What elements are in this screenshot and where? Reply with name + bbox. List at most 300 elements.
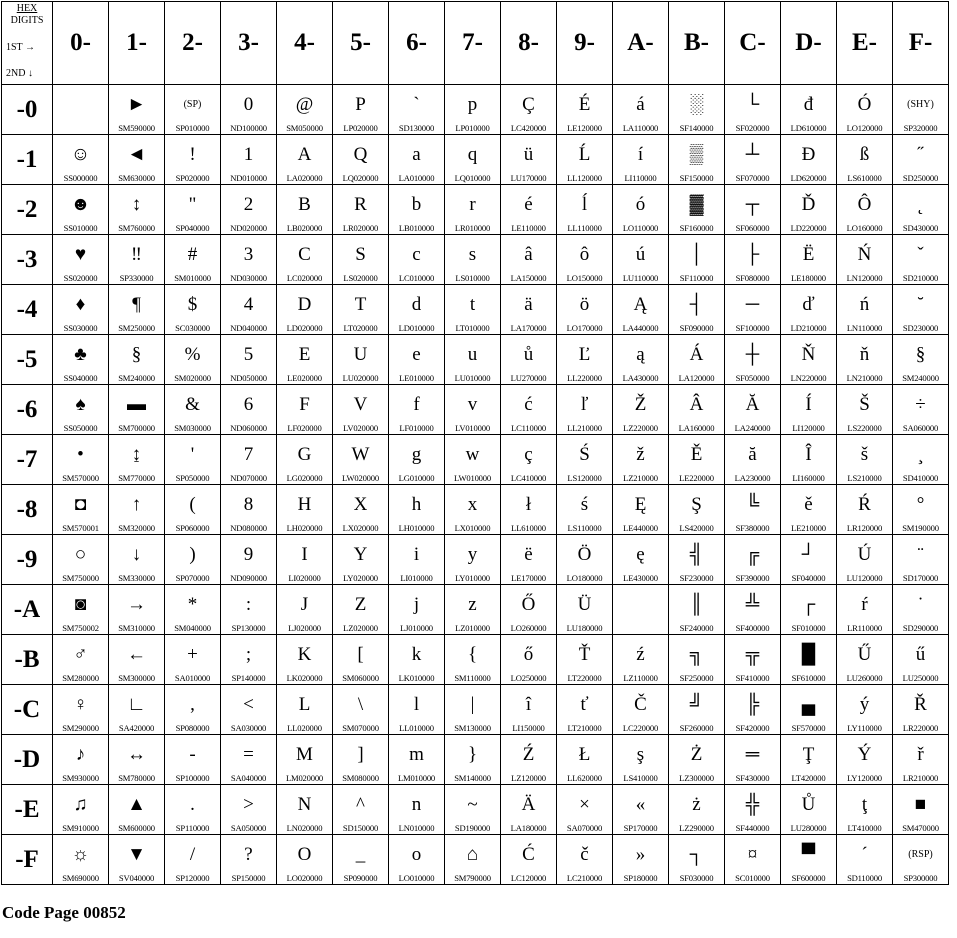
cell-graphic-id: SA010000 (174, 673, 211, 683)
cell-glyph: ┬ (745, 194, 760, 215)
cell-graphic-id: LJ020000 (288, 623, 321, 633)
code-cell (669, 385, 725, 435)
code-cell (221, 635, 277, 685)
cell-glyph: ╬ (745, 794, 760, 815)
cell-glyph: Ź (522, 744, 535, 765)
cell-graphic-id: LU010000 (454, 373, 491, 383)
cell-glyph: ↔ (127, 744, 146, 765)
code-cell (109, 135, 165, 185)
cell-glyph: Ë (802, 244, 815, 265)
cell-graphic-id: SD230000 (902, 323, 939, 333)
cell-glyph: ∟ (127, 694, 146, 715)
cell-glyph: Ŕ (858, 494, 871, 515)
cell-graphic-id: LT420000 (791, 773, 826, 783)
cell-graphic-id: SM030000 (174, 423, 211, 433)
cell-glyph: . (190, 794, 195, 815)
code-cell (781, 635, 837, 685)
cell-graphic-id: SS010000 (63, 223, 98, 233)
code-cell (109, 185, 165, 235)
cell-glyph: Ö (577, 544, 592, 565)
cell-glyph: % (184, 344, 201, 365)
cell-graphic-id: LI110000 (624, 173, 657, 183)
code-cell (333, 635, 389, 685)
cell-graphic-id: SS040000 (63, 373, 98, 383)
cell-graphic-id: LC420000 (510, 123, 547, 133)
cell-graphic-id: LC110000 (511, 423, 546, 433)
cell-graphic-id: ND060000 (230, 423, 267, 433)
row-header: -0 (2, 85, 53, 135)
cell-glyph: ☺ (70, 144, 91, 165)
cell-graphic-id: SD430000 (902, 223, 939, 233)
cell-glyph: S (355, 244, 366, 265)
code-cell (893, 785, 949, 835)
cell-graphic-id: LE010000 (399, 373, 434, 383)
cell-graphic-id: SM240000 (118, 373, 155, 383)
code-cell (669, 485, 725, 535)
cell-glyph: s (468, 244, 477, 265)
code-cell (669, 285, 725, 335)
cell-graphic-id: SP170000 (623, 823, 658, 833)
cell-glyph: ű (915, 644, 926, 665)
cell-glyph: * (187, 594, 198, 615)
cell-glyph: └ (745, 94, 760, 115)
code-cell (725, 535, 781, 585)
code-cell (389, 235, 445, 285)
code-cell (53, 435, 109, 485)
code-cell (501, 785, 557, 835)
cell-glyph: m (409, 744, 424, 765)
code-cell (557, 835, 613, 885)
cell-glyph: ♠ (75, 394, 86, 415)
code-cell (781, 835, 837, 885)
cell-glyph: ⌂ (466, 844, 479, 865)
cell-glyph: < (243, 694, 254, 715)
code-cell (445, 535, 501, 585)
cell-glyph: ▲ (127, 794, 146, 815)
code-cell (333, 785, 389, 835)
code-row (2, 435, 949, 485)
cell-glyph: Ĺ (578, 144, 591, 165)
cell-glyph: ☻ (70, 194, 91, 215)
code-cell (725, 85, 781, 135)
cell-glyph: ň (859, 344, 870, 365)
cell-graphic-id: LY120000 (847, 773, 882, 783)
cell-glyph: ♦ (75, 294, 86, 315)
code-cell (837, 735, 893, 785)
cell-graphic-id: LP020000 (343, 123, 378, 133)
code-cell (725, 785, 781, 835)
code-cell (389, 635, 445, 685)
row-header: -A (2, 585, 53, 635)
cell-glyph: × (579, 794, 590, 815)
cell-glyph: $ (187, 294, 198, 315)
code-cell (165, 485, 221, 535)
cell-graphic-id: SM590000 (118, 123, 155, 133)
cell-glyph: ☼ (71, 844, 90, 865)
cell-graphic-id: SM700000 (118, 423, 155, 433)
code-cell (165, 135, 221, 185)
cell-graphic-id: LS420000 (679, 523, 714, 533)
code-cell (389, 485, 445, 535)
code-cell (165, 385, 221, 435)
code-page-table (1, 1, 949, 885)
cell-graphic-id: SM010000 (174, 273, 211, 283)
code-cell (53, 335, 109, 385)
code-cell (501, 335, 557, 385)
code-cell (501, 235, 557, 285)
cell-graphic-id: ND020000 (230, 223, 267, 233)
cell-glyph: ↓ (131, 544, 142, 565)
row-header: -B (2, 635, 53, 685)
cell-glyph: - (189, 744, 196, 765)
cell-glyph: Ă (745, 394, 760, 415)
cell-glyph: ↕ (131, 194, 142, 215)
cell-graphic-id: SM780000 (118, 773, 155, 783)
cell-graphic-id: ND040000 (230, 323, 267, 333)
code-cell (277, 735, 333, 785)
cell-graphic-id: LA010000 (398, 173, 435, 183)
cell-glyph: ŕ (861, 594, 868, 615)
code-cell (557, 635, 613, 685)
code-cell (165, 835, 221, 885)
cell-glyph: Ű (857, 644, 872, 665)
cell-glyph: ń (859, 294, 870, 315)
code-cell (445, 585, 501, 635)
cell-graphic-id: LR110000 (847, 623, 882, 633)
row-header: -1 (2, 135, 53, 185)
cell-glyph: ß (859, 144, 870, 165)
code-cell (837, 685, 893, 735)
cell-graphic-id: SF230000 (679, 573, 714, 583)
cell-glyph: ▼ (127, 844, 146, 865)
code-grid (2, 85, 949, 885)
cell-glyph: « (635, 794, 646, 815)
cell-glyph: ľ (580, 394, 589, 415)
column-header: A- (613, 2, 669, 85)
cell-graphic-id: SD190000 (454, 823, 491, 833)
row-header: -E (2, 785, 53, 835)
row-header: -7 (2, 435, 53, 485)
cell-graphic-id: SF420000 (735, 723, 770, 733)
cell-glyph: ś (580, 494, 589, 515)
cell-graphic-id: LT020000 (343, 323, 378, 333)
code-cell (277, 185, 333, 235)
cell-glyph: ` (413, 94, 420, 115)
cell-graphic-id: SF430000 (735, 773, 770, 783)
cell-glyph: ( (189, 494, 196, 515)
cell-graphic-id: LR120000 (846, 523, 883, 533)
code-cell (837, 835, 893, 885)
cell-glyph: Đ (801, 144, 816, 165)
cell-glyph: ♪ (75, 744, 86, 765)
cell-graphic-id: LK010000 (398, 673, 435, 683)
cell-graphic-id: LL120000 (567, 173, 602, 183)
code-cell (277, 85, 333, 135)
cell-graphic-id: LC220000 (622, 723, 659, 733)
code-cell (277, 485, 333, 535)
cell-glyph: Č (634, 694, 647, 715)
cell-graphic-id: LO260000 (510, 623, 547, 633)
code-cell (109, 335, 165, 385)
cell-graphic-id: LM010000 (397, 773, 436, 783)
cell-glyph: Ü (577, 594, 592, 615)
code-cell (781, 285, 837, 335)
cell-graphic-id: LU120000 (846, 573, 883, 583)
code-cell (109, 485, 165, 535)
cell-glyph: ├ (745, 244, 760, 265)
code-cell (53, 235, 109, 285)
cell-graphic-id: SM930000 (62, 773, 99, 783)
cell-glyph: y (467, 544, 478, 565)
cell-graphic-id: SM320000 (118, 523, 155, 533)
cell-glyph: ü (523, 144, 534, 165)
code-cell (613, 335, 669, 385)
code-cell (725, 685, 781, 735)
code-cell (277, 385, 333, 435)
code-cell (781, 335, 837, 385)
cell-glyph: ¶ (132, 294, 141, 315)
code-cell (389, 785, 445, 835)
cell-graphic-id: SM330000 (118, 573, 155, 583)
code-cell (613, 485, 669, 535)
cell-graphic-id: LN120000 (846, 273, 883, 283)
code-cell (501, 535, 557, 585)
code-cell (893, 835, 949, 885)
cell-graphic-id: SF240000 (679, 623, 714, 633)
code-cell (837, 585, 893, 635)
cell-glyph: ˛ (917, 194, 924, 215)
code-cell (53, 635, 109, 685)
code-cell (837, 185, 893, 235)
cell-glyph: ż (692, 794, 701, 815)
cell-graphic-id: LE020000 (287, 373, 322, 383)
cell-graphic-id: LU280000 (790, 823, 827, 833)
cell-graphic-id: LQ010000 (454, 173, 491, 183)
code-cell (557, 335, 613, 385)
cell-graphic-id: LB020000 (286, 223, 323, 233)
code-cell (109, 235, 165, 285)
cell-glyph: k (411, 644, 422, 665)
code-cell (501, 685, 557, 735)
cell-glyph: v (467, 394, 478, 415)
cell-glyph: P (355, 94, 366, 115)
code-cell (221, 835, 277, 885)
code-cell (333, 235, 389, 285)
code-cell (613, 585, 669, 635)
code-row (2, 485, 949, 535)
column-header: B- (669, 2, 725, 85)
cell-graphic-id: LW020000 (342, 473, 379, 483)
cell-graphic-id: SF260000 (679, 723, 714, 733)
cell-graphic-id: SP320000 (903, 123, 938, 133)
code-cell (781, 485, 837, 535)
cell-graphic-id: LU270000 (510, 373, 547, 383)
code-cell (165, 785, 221, 835)
cell-graphic-id: LO160000 (846, 223, 883, 233)
cell-glyph: Y (353, 544, 368, 565)
cell-graphic-id: ND070000 (230, 473, 267, 483)
code-cell (333, 335, 389, 385)
cell-glyph (613, 591, 668, 619)
cell-glyph: É (578, 94, 591, 115)
cell-graphic-id: LH020000 (286, 523, 323, 533)
cell-graphic-id: LR210000 (902, 773, 939, 783)
cell-graphic-id: LA170000 (510, 323, 547, 333)
cell-glyph: # (187, 244, 198, 265)
cell-glyph: • (77, 444, 84, 465)
cell-glyph: 6 (243, 394, 254, 415)
cell-graphic-id: LE430000 (623, 573, 658, 583)
code-row (2, 285, 949, 335)
code-cell (837, 85, 893, 135)
cell-graphic-id: SF010000 (791, 623, 826, 633)
cell-graphic-id: SP050000 (175, 473, 210, 483)
code-cell (53, 185, 109, 235)
second-digit-label: 2ND ↓ (6, 68, 33, 79)
code-cell (893, 685, 949, 735)
cell-glyph: o (411, 844, 422, 865)
code-cell (221, 235, 277, 285)
code-cell (501, 385, 557, 435)
cell-glyph: é (524, 194, 533, 215)
column-header: E- (837, 2, 893, 85)
cell-graphic-id: LA430000 (622, 373, 659, 383)
code-cell (165, 435, 221, 485)
code-cell (669, 835, 725, 885)
cell-glyph: W (351, 444, 370, 465)
cell-graphic-id: LK020000 (286, 673, 323, 683)
code-row (2, 685, 949, 735)
cell-graphic-id: SS000000 (63, 173, 98, 183)
row-header: -8 (2, 485, 53, 535)
code-cell (109, 685, 165, 735)
cell-glyph: ┤ (689, 294, 704, 315)
code-cell (165, 335, 221, 385)
cell-graphic-id: LF010000 (399, 423, 434, 433)
row-header: -5 (2, 335, 53, 385)
cell-graphic-id: LE210000 (791, 523, 826, 533)
cell-graphic-id: SS030000 (63, 323, 98, 333)
cell-graphic-id: LH010000 (398, 523, 435, 533)
cell-glyph: u (467, 344, 478, 365)
cell-glyph: ú (635, 244, 646, 265)
code-cell (557, 485, 613, 535)
code-cell (165, 585, 221, 635)
code-cell (725, 135, 781, 185)
cell-glyph: B (298, 194, 311, 215)
cell-glyph: Ř (914, 694, 927, 715)
cell-graphic-id: LE180000 (791, 273, 826, 283)
cell-graphic-id: SF250000 (679, 673, 714, 683)
cell-glyph: ♂ (73, 644, 88, 665)
code-cell (277, 785, 333, 835)
code-cell (893, 135, 949, 185)
cell-graphic-id: LS110000 (567, 523, 602, 533)
cell-graphic-id: SM040000 (174, 623, 211, 633)
code-cell (53, 785, 109, 835)
cell-graphic-id: SP060000 (175, 523, 210, 533)
cell-graphic-id: LA230000 (734, 473, 771, 483)
cell-graphic-id: LD210000 (790, 323, 827, 333)
cell-graphic-id: SA050000 (230, 823, 267, 833)
cell-glyph: í (637, 144, 644, 165)
cell-graphic-id: SD410000 (902, 473, 939, 483)
code-cell (333, 485, 389, 535)
code-cell (613, 835, 669, 885)
code-cell (53, 835, 109, 885)
column-header: C- (725, 2, 781, 85)
cell-glyph: ╝ (689, 694, 704, 715)
cell-glyph: 4 (243, 294, 254, 315)
code-cell (277, 335, 333, 385)
cell-graphic-id: SP150000 (231, 873, 266, 883)
cell-graphic-id: LO250000 (510, 673, 547, 683)
cell-glyph: î (525, 694, 532, 715)
cell-glyph: ˇ (917, 244, 924, 265)
cell-glyph: ‼ (131, 244, 142, 265)
cell-graphic-id: LV020000 (343, 423, 378, 433)
code-cell (445, 835, 501, 885)
code-cell (613, 535, 669, 585)
code-cell (893, 85, 949, 135)
cell-glyph: ž (636, 444, 645, 465)
code-cell (389, 285, 445, 335)
cell-graphic-id: SM050000 (286, 123, 323, 133)
cell-glyph: ů (523, 344, 534, 365)
cell-glyph: ť (580, 694, 589, 715)
cell-glyph: } (467, 744, 478, 765)
cell-graphic-id: SF100000 (735, 323, 770, 333)
cell-glyph: q (467, 144, 478, 165)
cell-glyph: E (298, 344, 311, 365)
cell-graphic-id: SP120000 (175, 873, 210, 883)
cell-glyph: ć (524, 394, 533, 415)
code-cell (53, 385, 109, 435)
cell-graphic-id: SM600000 (118, 823, 155, 833)
cell-graphic-id: LA160000 (678, 423, 715, 433)
column-header: 7- (445, 2, 501, 85)
cell-glyph: Î (805, 444, 812, 465)
cell-graphic-id: ND090000 (230, 573, 267, 583)
column-header: F- (893, 2, 949, 85)
cell-graphic-id: SM750000 (62, 573, 99, 583)
cell-graphic-id: SM310000 (118, 623, 155, 633)
code-cell (333, 435, 389, 485)
cell-glyph: U (353, 344, 368, 365)
code-cell (445, 385, 501, 435)
code-cell (53, 85, 109, 135)
code-cell (781, 185, 837, 235)
cell-glyph: ; (245, 644, 252, 665)
cell-graphic-id: SS020000 (63, 273, 98, 283)
cell-graphic-id: LZ110000 (623, 673, 658, 683)
code-cell (613, 235, 669, 285)
cell-glyph: n (411, 794, 422, 815)
cell-graphic-id: LS020000 (343, 273, 378, 283)
cell-glyph: ♥ (74, 244, 87, 265)
code-cell (445, 485, 501, 535)
code-cell (221, 585, 277, 635)
cell-glyph: ä (524, 294, 533, 315)
cell-glyph: ě (804, 494, 813, 515)
code-cell (109, 835, 165, 885)
code-cell (445, 135, 501, 185)
cell-graphic-id: SD290000 (902, 623, 939, 633)
code-cell (725, 235, 781, 285)
code-cell (613, 785, 669, 835)
code-cell (109, 85, 165, 135)
cell-graphic-id: LB010000 (398, 223, 435, 233)
